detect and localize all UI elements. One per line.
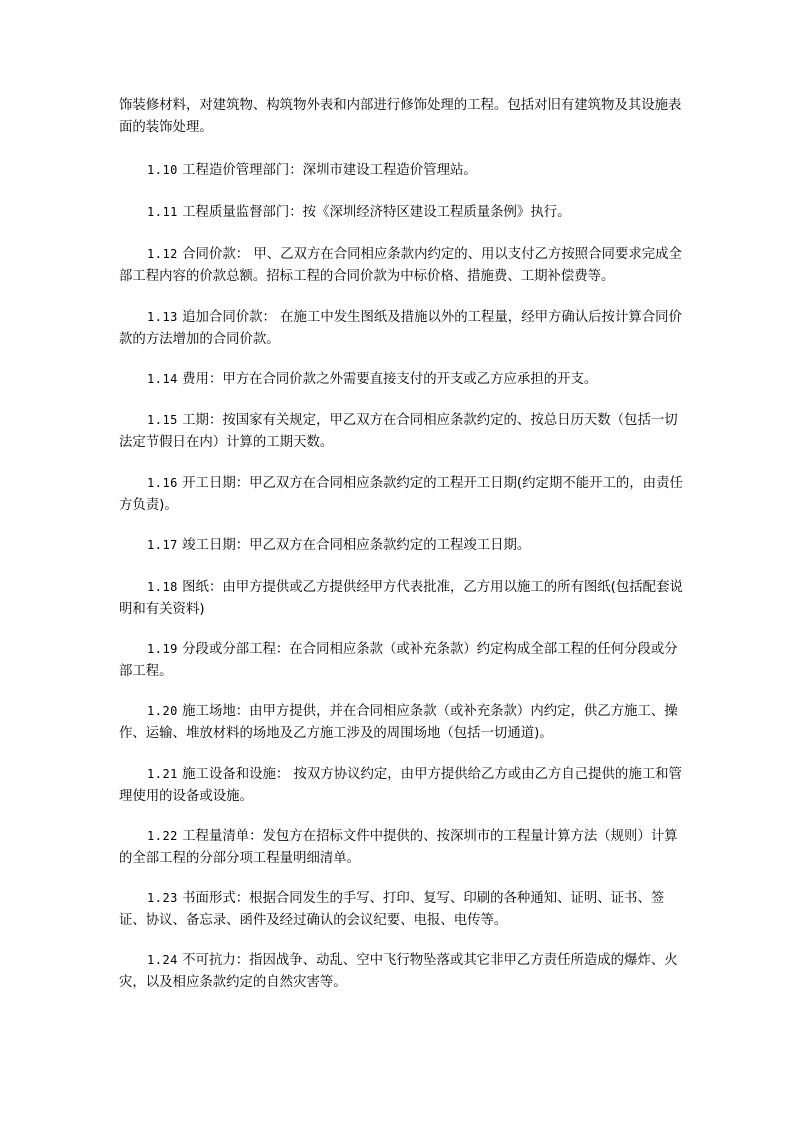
clause-text: 图纸：由甲方提供或乙方提供经甲方代表批准，乙方用以施工的所有图纸(包括配套说明和有关资料) <box>119 580 683 617</box>
clause-number: 1.12 <box>147 247 178 261</box>
clause-1-18 <box>119 576 689 621</box>
clause-1-22 <box>119 825 689 870</box>
clause-text: 施工设备和设施： 按双方协议约定，由甲方提供给乙方或由乙方自己提供的施工和管理使用的设备或设施。 <box>119 767 682 804</box>
clause-1-16 <box>119 472 689 517</box>
clause-text: 书面形式：根据合同发生的手写、打印、复写、印刷的各种通知、证明、证书、签证、协议、备忘录、函件及经过确认的会议纪要、电报、电传等。 <box>119 891 665 928</box>
clause-text: 工程质量监督部门：按《深圳经济特区建设工程质量条例》执行。 <box>182 205 571 220</box>
clause-1-23 <box>119 887 689 932</box>
clause-1-12 <box>119 243 689 288</box>
clause-number: 1.22 <box>147 829 178 843</box>
clause-1-24 <box>119 949 689 994</box>
clause-number: 1.21 <box>147 767 178 781</box>
clause-number: 1.16 <box>147 476 178 490</box>
clause-text: 费用：甲方在合同价款之外需要直接支付的开支或乙方应承担的开支。 <box>182 372 598 387</box>
clause-number: 1.23 <box>147 891 178 905</box>
clause-number: 1.17 <box>147 538 178 552</box>
clause-number: 1.20 <box>147 704 178 718</box>
clause-1-13 <box>119 306 689 351</box>
clause-number: 1.19 <box>147 642 178 656</box>
clause-text: 合同价款： 甲、乙双方在合同相应条款内约定的、用以支付乙方按照合同要求完成全部工程内容的价款总额。招标工程的合同价款为中标价格、措施费、工期补偿费等。 <box>119 247 682 284</box>
clause-1-14 <box>119 368 689 391</box>
clause-text: 不可抗力：指因战争、动乱、空中飞行物坠落或其它非甲乙方责任所造成的爆炸、火灾，以及相应条款约定的自然灾害等。 <box>119 953 678 990</box>
clause-1-10 <box>119 159 689 182</box>
clause-number: 1.14 <box>147 372 178 386</box>
clause-number: 1.18 <box>147 580 178 594</box>
clause-text: 施工场地：由甲方提供，并在合同相应条款（或补充条款）内约定，供乙方施工、操作、运输、堆放材料的场地及乙方施工涉及的周围场地（包括一切通道)。 <box>119 704 678 741</box>
clause-number: 1.11 <box>147 205 178 219</box>
clause-number: 1.15 <box>147 413 178 427</box>
clause-1-11 <box>119 201 689 224</box>
intro-text: 饰装修材料，对建筑物、构筑物外表和内部进行修饰处理的工程。包括对旧有建筑物及其设施表面的装饰处理。 <box>119 98 682 135</box>
clause-text: 追加合同价款： 在施工中发生图纸及措施以外的工程量，经甲方确认后按计算合同价款的方法增加的合同价款。 <box>119 310 682 347</box>
clause-1-20 <box>119 700 689 745</box>
clause-text: 工期：按国家有关规定，甲乙双方在合同相应条款约定的、按总日历天数（包括一切法定节假日在内）计算的工期天数。 <box>119 413 678 450</box>
clause-text: 工程量清单：发包方在招标文件中提供的、按深圳市的工程量计算方法（规则）计算的全部工程的分部分项工程量明细清单。 <box>119 829 678 866</box>
clause-text: 竣工日期：甲乙双方在合同相应条款约定的工程竣工日期。 <box>182 538 531 553</box>
intro-paragraph <box>119 95 689 139</box>
clause-1-17 <box>119 534 689 557</box>
clause-1-19 <box>119 638 689 683</box>
clause-1-15 <box>119 409 689 454</box>
clause-number: 1.10 <box>147 163 178 177</box>
clause-text: 工程造价管理部门：深圳市建设工程造价管理站。 <box>182 163 477 178</box>
clause-text: 开工日期：甲乙双方在合同相应条款约定的工程开工日期(约定期不能开工的，由责任方负责)。 <box>119 476 683 513</box>
clause-text: 分段或分部工程：在合同相应条款（或补充条款）约定构成全部工程的任何分段或分部工程。 <box>119 642 678 679</box>
clause-number: 1.24 <box>147 953 178 967</box>
clause-1-21 <box>119 763 689 808</box>
clause-number: 1.13 <box>147 310 178 324</box>
